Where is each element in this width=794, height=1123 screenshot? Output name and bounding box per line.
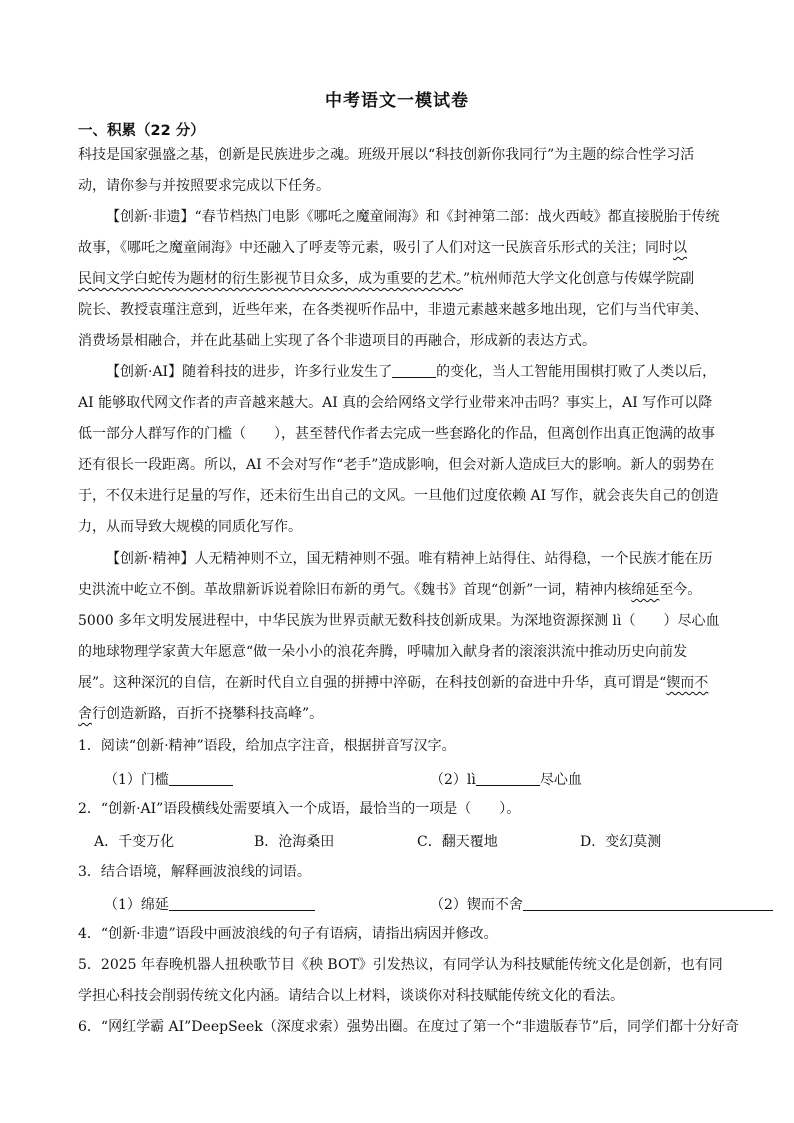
- question-1-part-b: （2）lì 尽心血: [430, 769, 582, 789]
- passage-line: 展”。这种深沉的自信，在新时代自立自强的拼搏中淬砺，在科技创新的奋进中升华，真可谓是“锲而不: [78, 675, 709, 691]
- passage-line: 5000 多年文明发展进程中，中华民族为世界贡献无数科技创新成果。为深地资源探测 lì（ ）尽心血: [78, 613, 720, 629]
- option-c[interactable]: C．翻天覆地: [417, 834, 498, 850]
- section-heading: 一、积累（22 分）: [78, 123, 205, 139]
- passage-line: 的地球物理学家黄大年愿意“做一朵小小的浪花奔腾，呼啸加入献身者的滚滚洪流中推动历史向前发: [78, 644, 688, 660]
- question-line: 5．2025 年春晚机器人扭秧歌节目《秧 BOT》引发热议，有同学认为科技赋能传统文化是创新，也有同: [78, 957, 723, 973]
- passage-line: AI 能够取代网文作者的声音越来越大。AI 真的会给网络文学行业带来冲击吗？事实上，AI 写作可以降: [78, 395, 713, 411]
- passage-line: 于，不仅未进行足量的写作，还未衍生出自己的文风。一旦他们过度依赖 AI 写作，就会丧失自己的创造: [78, 488, 719, 504]
- question-line: 6．“网红学霸 AI”DeepSeek（深度求索）强势出圈。在度过了第一个“非遗版春节”后，同学们都十分好奇: [78, 1019, 740, 1035]
- passage-heritage: [78, 202, 718, 357]
- wavy-word: 舍: [78, 706, 92, 722]
- question-1-stem: 1．阅读“创新·精神”语段，给加点字注音，根据拼音写汉字。: [78, 738, 456, 754]
- passage-line: 【创新·AI】随着科技的进步，许多行业发生了 的变化，当人工智能用围棋打败了人类以后，: [78, 357, 718, 388]
- passage-line: 【创新·精神】人无精神则不立，国无精神则不强。唯有精神上站得住、站得稳，一个民族才能在历: [106, 551, 713, 567]
- passage-line: 民间文学白蛇传为题材的衍生影视节目众多，成为重要的艺术。”杭州师范大学文化创意与传媒学院副: [78, 271, 695, 287]
- fill-blank[interactable]: [392, 361, 436, 378]
- question-6: [78, 1012, 740, 1043]
- passage-line: 低一部分人群写作的门槛（ ），甚至替代作者去完成一些套路化的作品，但离创作出真正饱满的故事: [78, 426, 715, 442]
- question-4-stem: 4．“创新·非遗”语段中画波浪线的句子有语病，请指出病因并修改。: [78, 926, 498, 942]
- passage-line: 故事，《哪吒之魔童闹海》中还融入了呼麦等元素，吸引了人们对这一民族音乐形式的关注；同时以: [78, 240, 687, 256]
- intro-paragraph: [78, 140, 718, 202]
- intro-line: 科技是国家强盛之基，创新是民族进步之魂。班级开展以“科技创新你我同行”为主题的综合性学习活: [78, 147, 695, 163]
- passage-ai: [78, 357, 718, 543]
- question-5: [78, 950, 723, 1012]
- answer-blank[interactable]: [169, 894, 315, 911]
- passage-line: 院长、教授袁瑾注意到，近些年来，在各类视听作品中，非遗元素越来越多地出现，它们与当代审美、: [78, 302, 708, 318]
- question-1-part-a: （1）门槛: [104, 769, 233, 789]
- page-title: 中考语文一模试卷: [325, 91, 469, 111]
- answer-blank[interactable]: [169, 769, 233, 786]
- passage-spirit: [78, 544, 718, 730]
- passage-line: 史洪流中屹立不倒。革故鼎新诉说着除旧布新的勇气。《魏书》首现“创新”一词，精神内核绵延至今。: [78, 582, 702, 598]
- wavy-word: 绵延: [631, 582, 660, 598]
- passage-line: 力，从而导致大规模的同质化写作。: [78, 519, 302, 535]
- option-a[interactable]: A．千变万化: [94, 834, 175, 850]
- answer-blank[interactable]: [476, 769, 540, 786]
- wavy-sentence: 民间文学白蛇传为题材的衍生影视节目众多，成为重要的艺术。: [78, 271, 463, 287]
- question-3-stem: 3．结合语境，解释画波浪线的词语。: [78, 864, 311, 880]
- wavy-word: 锲而不: [666, 675, 709, 691]
- answer-blank[interactable]: [523, 894, 773, 911]
- passage-line: 消费场景相融合，并在此基础上实现了各个非遗项目的再融合，形成新的表达方式。: [78, 333, 596, 349]
- option-b[interactable]: B．沧海桑田: [254, 834, 335, 850]
- passage-line: 舍行创造新路，百折不挠攀科技高峰”。: [78, 706, 324, 722]
- question-line: 学担心科技会削弱传统文化内涵。请结合以上材料，谈谈你对科技赋能传统文化的看法。: [78, 988, 624, 1004]
- wavy-sentence: 以: [673, 240, 687, 256]
- passage-line: 【创新·非遗】“春节档热门电影《哪吒之魔童闹海》和《封神第二部：战火西岐》都直接脱胎于传统: [106, 209, 720, 225]
- option-d[interactable]: D．变幻莫测: [580, 834, 662, 850]
- question-2-stem: 2．“创新·AI”语段横线处需要填入一个成语，最恰当的一项是（ ）。: [78, 801, 521, 817]
- question-3-part-a: （1）绵延: [104, 894, 315, 914]
- passage-line: 还有很长一段距离。所以，AI 不会对写作“老手”造成影响，但会对新人造成巨大的影响。新人的弱势在: [78, 457, 715, 473]
- question-3-part-b: （2）锲而不舍: [430, 894, 773, 914]
- intro-line: 动，请你参与并按照要求完成以下任务。: [78, 178, 330, 194]
